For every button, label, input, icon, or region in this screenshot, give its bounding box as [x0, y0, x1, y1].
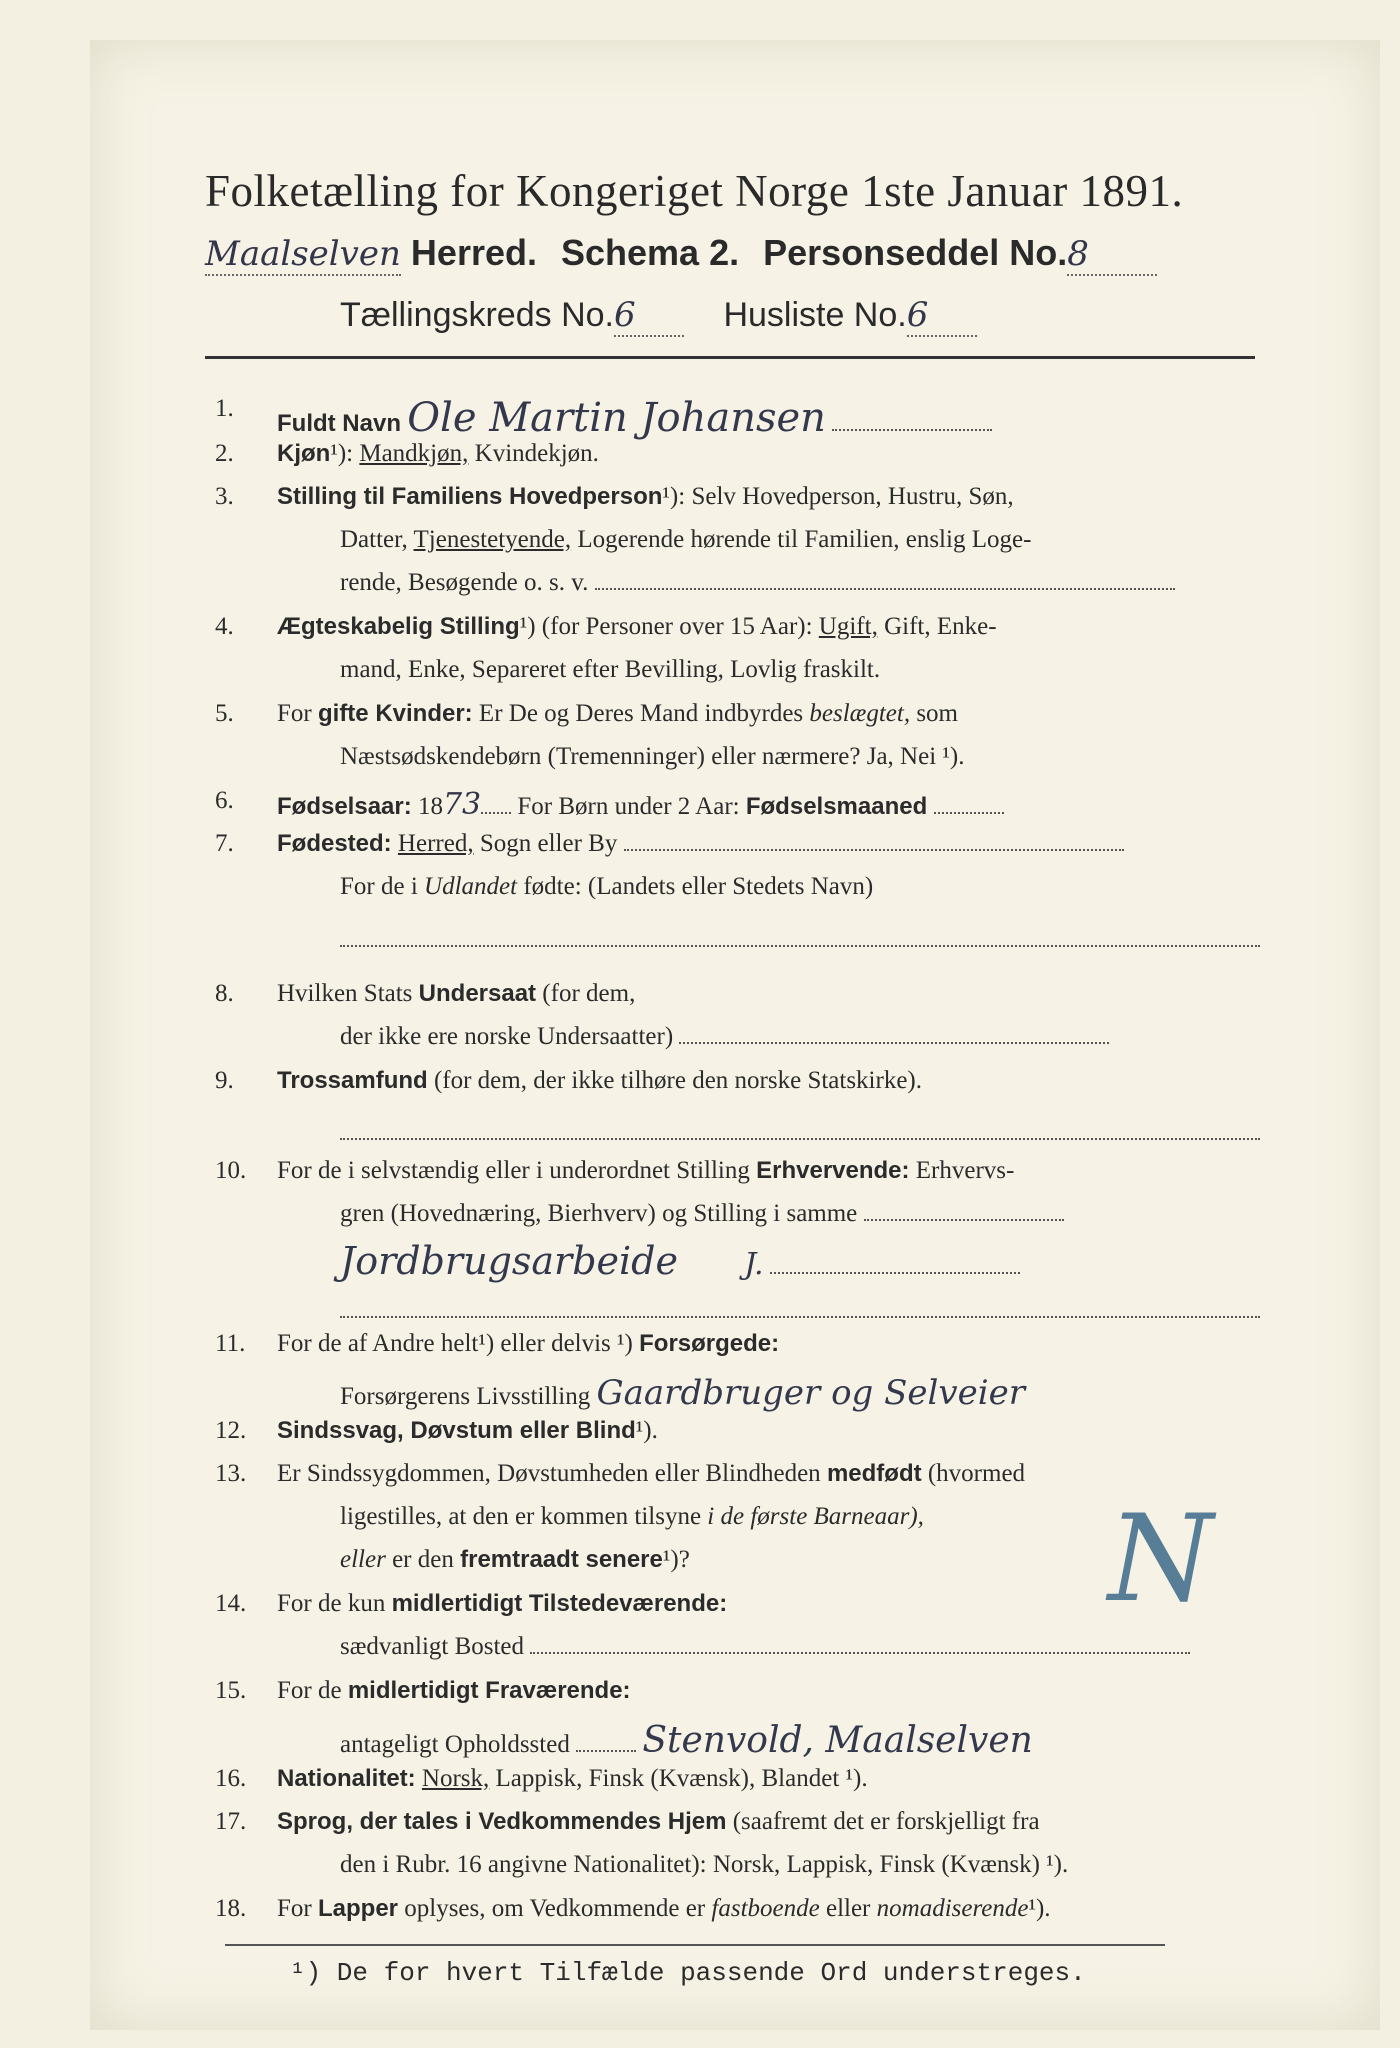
item-number: 11.	[215, 1330, 246, 1357]
personseddel-value: 8	[1067, 234, 1157, 276]
item-text-line: (hvormed	[927, 1460, 1026, 1487]
item-number: 7.	[215, 830, 234, 857]
personseddel-label: Personseddel No.	[763, 232, 1068, 273]
item-text-line: Er De og Deres Mand indbyrdes	[478, 700, 804, 727]
item-text-line: Er Sindssygdommen, Døvstumheden eller Blindheden	[277, 1460, 821, 1487]
item-number: 12.	[215, 1417, 247, 1444]
item-continuation	[340, 1119, 1265, 1147]
dotted-line	[576, 1744, 636, 1752]
dotted-line	[934, 806, 1004, 814]
item-text-line: For de af Andre helt	[277, 1330, 479, 1357]
header-rule	[205, 356, 1255, 359]
item-continuation	[340, 926, 1265, 954]
item-text	[277, 700, 1262, 728]
item-text-line: For de i	[340, 873, 418, 900]
later-onset-label: fremtraadt senere	[460, 1546, 663, 1573]
item-number: 5.	[215, 700, 234, 727]
item-text-line: Selv Hovedperson, Hustru, Søn,	[691, 483, 1014, 510]
item-text	[277, 1067, 1262, 1095]
item-number: 8.	[215, 980, 234, 1007]
birth-month-label: Fødselsmaaned	[745, 793, 928, 820]
dotted-line	[595, 582, 1175, 590]
marital-status-selected: Ugift,	[818, 613, 878, 640]
residence-value: Stenvold, Maalselven	[642, 1720, 1033, 1761]
sex-label: Kjøn	[277, 440, 331, 467]
item-text-line: Hvilken Stats	[277, 980, 413, 1007]
item-number: 1.	[215, 395, 234, 422]
husliste-value: 6	[907, 295, 977, 337]
occupation-value: Jordbrugsarbeide	[340, 1239, 678, 1283]
birthplace-label: Fødested:	[277, 830, 392, 857]
item-text-line: eller	[825, 1895, 871, 1922]
dotted-line	[770, 1266, 1020, 1274]
item-text-line: nomadiserende	[876, 1895, 1029, 1922]
item-text	[277, 980, 1262, 1008]
item-number: 15.	[215, 1677, 247, 1704]
item-text-line: (for dem, der ikke tilhøre den norske Statskirke).	[433, 1067, 923, 1094]
item-text-line: der ikke ere norske Undersaatter)	[340, 1023, 674, 1050]
item-text-line: Forsørgerens Livsstilling	[340, 1383, 591, 1410]
item-text	[277, 1677, 1262, 1705]
item-continuation	[340, 569, 1265, 597]
item-text	[277, 1808, 1262, 1836]
item-number: 2.	[215, 440, 234, 467]
item-text-line: fødte: (Landets eller Stedets Navn)	[523, 873, 874, 900]
herred-label: Herred.	[410, 232, 537, 273]
item-text-line: For Børn under 2 Aar:	[517, 793, 740, 820]
item-text-line: For de i selvstændig eller i underordnet Stilling	[277, 1157, 750, 1184]
dotted-line	[624, 843, 1124, 851]
item-continuation: den i Rubr. 16 angivne Nationalitet): Norsk, Lappisk, Finsk (Kvænsk) ¹).	[340, 1851, 1069, 1878]
item-text-line: (saafremt det er forskjelligt fra	[732, 1808, 1040, 1835]
item-text-line: Udlandet	[424, 873, 518, 900]
dotted-line	[679, 1036, 1109, 1044]
form-kreds-line	[340, 295, 1240, 337]
item-text-line: Sogn eller By	[479, 830, 618, 857]
item-text-line: Erhvervs-	[915, 1157, 1015, 1184]
footnote-rule	[225, 1944, 1165, 1946]
item-text-line: Lappisk, Finsk (Kvænsk), Blandet ¹).	[495, 1765, 868, 1792]
birth-year-value: 73	[442, 787, 482, 822]
item-text	[277, 1330, 1262, 1358]
item-text-line: sædvanligt Bosted	[340, 1633, 525, 1660]
item-number: 14.	[215, 1590, 247, 1617]
dotted-line	[340, 1310, 1260, 1318]
supporter-occupation-value: Gaardbruger og Selveier	[596, 1373, 1025, 1413]
birth-year-label: Fødselsaar:	[277, 793, 412, 820]
item-text-line: (for dem,	[542, 980, 636, 1007]
item-text-line: Gift, Enke-	[884, 613, 997, 640]
schema-label: Schema 2.	[561, 232, 740, 273]
item-text-line: For	[277, 1895, 312, 1922]
congenital-label: medfødt	[826, 1460, 922, 1487]
kreds-value: 6	[614, 295, 684, 337]
birth-year-prefix: 18	[417, 793, 443, 820]
footnote-ref: ¹):	[330, 440, 354, 467]
item-number: 13.	[215, 1460, 247, 1487]
item-text	[277, 1460, 1262, 1488]
item-text-line: som	[916, 700, 959, 727]
married-women-label: gifte Kvinder:	[317, 700, 473, 727]
occupation-value-extra: J.	[744, 1247, 764, 1282]
item-continuation	[340, 1297, 1265, 1325]
item-text-line: (for Personer over 15 Aar):	[541, 613, 813, 640]
item-text-line: For	[277, 700, 312, 727]
item-text	[277, 1765, 1262, 1793]
item-text-line: For de	[277, 1677, 342, 1704]
item-number: 9.	[215, 1067, 234, 1094]
item-continuation: Næstsødskendebørn (Tremenninger) eller nærmere? Ja, Nei ¹).	[340, 743, 965, 770]
item-text-line: fastboende	[711, 1895, 820, 1922]
item-continuation	[340, 1200, 1265, 1228]
occupation-label: Erhvervende:	[756, 1157, 910, 1184]
dotted-line	[832, 423, 992, 431]
item-text-line: beslægtet,	[809, 700, 911, 727]
footnote-ref: ¹)	[519, 613, 536, 640]
religion-label: Trossamfund	[277, 1067, 428, 1094]
item-text	[277, 1157, 1262, 1185]
dotted-line	[864, 1213, 1064, 1221]
item-number: 6.	[215, 787, 234, 814]
dotted-line	[340, 939, 1260, 947]
item-text	[277, 483, 1262, 511]
full-name-label: Fuldt Navn	[277, 410, 401, 437]
item-number: 4.	[215, 613, 234, 640]
family-position-selected: Tjenestetyende,	[413, 526, 572, 553]
temporary-present-label: midlertidigt Tilstedeværende:	[391, 1590, 728, 1617]
sex-option-female: Kvindekjøn.	[474, 440, 599, 467]
husliste-label: Husliste No.	[723, 296, 907, 334]
item-text-line: Datter,	[340, 526, 408, 553]
supported-label: Forsørgede:	[639, 1330, 780, 1357]
family-position-label: Stilling til Familiens Hovedperson	[277, 483, 663, 510]
item-text	[277, 1417, 1262, 1445]
kreds-label: Tællingskreds No.	[340, 296, 614, 334]
item-continuation	[340, 1373, 1265, 1413]
form-header-line	[205, 232, 1265, 276]
item-text	[277, 1895, 1262, 1923]
item-continuation	[340, 1633, 1265, 1661]
item-continuation	[340, 526, 1265, 554]
footnote: ¹) De for hvert Tilfælde passende Ord understreges.	[290, 1958, 1086, 1988]
item-number: 18.	[215, 1895, 247, 1922]
footnote-ref: ¹).	[1028, 1895, 1051, 1922]
citizenship-label: Undersaat	[418, 980, 537, 1007]
item-number: 17.	[215, 1808, 247, 1835]
item-text-line: rende, Besøgende o. s. v.	[340, 569, 589, 596]
item-number: 16.	[215, 1765, 247, 1792]
item-text	[277, 395, 1262, 441]
footnote-ref: ¹):	[662, 483, 686, 510]
item-text-line: eller	[340, 1546, 386, 1573]
dotted-line	[530, 1646, 1190, 1654]
herred-value: Maalselven	[205, 234, 401, 274]
footnote-ref: ¹)?	[662, 1546, 690, 1573]
item-continuation	[340, 1023, 1265, 1051]
item-text	[277, 440, 1262, 468]
dotted-line	[481, 806, 511, 814]
item-text-line: ligestilles, at den er kommen tilsyne	[340, 1503, 702, 1530]
item-text-line: i de første Barneaar),	[707, 1503, 924, 1530]
item-text-line: For de kun	[277, 1590, 386, 1617]
nationality-selected: Norsk,	[421, 1765, 490, 1792]
item-continuation: mand, Enke, Separeret efter Bevilling, Lovlig fraskilt.	[340, 656, 881, 683]
disability-label: Sindssvag, Døvstum eller Blind	[277, 1417, 636, 1444]
item-text	[277, 830, 1262, 858]
item-continuation	[340, 1720, 1265, 1761]
item-text-line: gren (Hovednæring, Bierhverv) og Stilling i samme	[340, 1200, 858, 1227]
item-continuation	[340, 1239, 1265, 1283]
item-text-line: oplyses, om Vedkommende er	[404, 1895, 706, 1922]
item-text	[277, 787, 1262, 822]
item-text	[277, 613, 1262, 641]
item-text-line: Logerende hørende til Familien, enslig Loge-	[577, 526, 1032, 553]
dotted-line	[340, 1132, 1260, 1140]
marital-status-label: Ægteskabelig Stilling	[277, 613, 520, 640]
item-text-line: er den	[392, 1546, 454, 1573]
handwritten-mark: N	[1108, 1490, 1213, 1629]
footnote-ref: ¹).	[635, 1417, 658, 1444]
full-name-value: Ole Martin Johansen	[407, 395, 826, 441]
item-text-line: ¹) eller delvis ¹)	[478, 1330, 633, 1357]
nationality-label: Nationalitet:	[277, 1765, 416, 1792]
item-number: 10.	[215, 1157, 247, 1184]
form-title: Folketælling for Kongeriget Norge 1ste Januar 1891.	[205, 166, 1184, 216]
item-number: 3.	[215, 483, 234, 510]
item-continuation	[340, 873, 1265, 901]
sami-label: Lapper	[317, 1895, 398, 1922]
item-text-line: antageligt Opholdssted	[340, 1731, 570, 1758]
birthplace-selected: Herred,	[397, 830, 474, 857]
language-label: Sprog, der tales i Vedkommendes Hjem	[277, 1808, 727, 1835]
sex-option-male: Mandkjøn,	[359, 440, 469, 467]
temporary-absent-label: midlertidigt Fraværende:	[347, 1677, 631, 1704]
